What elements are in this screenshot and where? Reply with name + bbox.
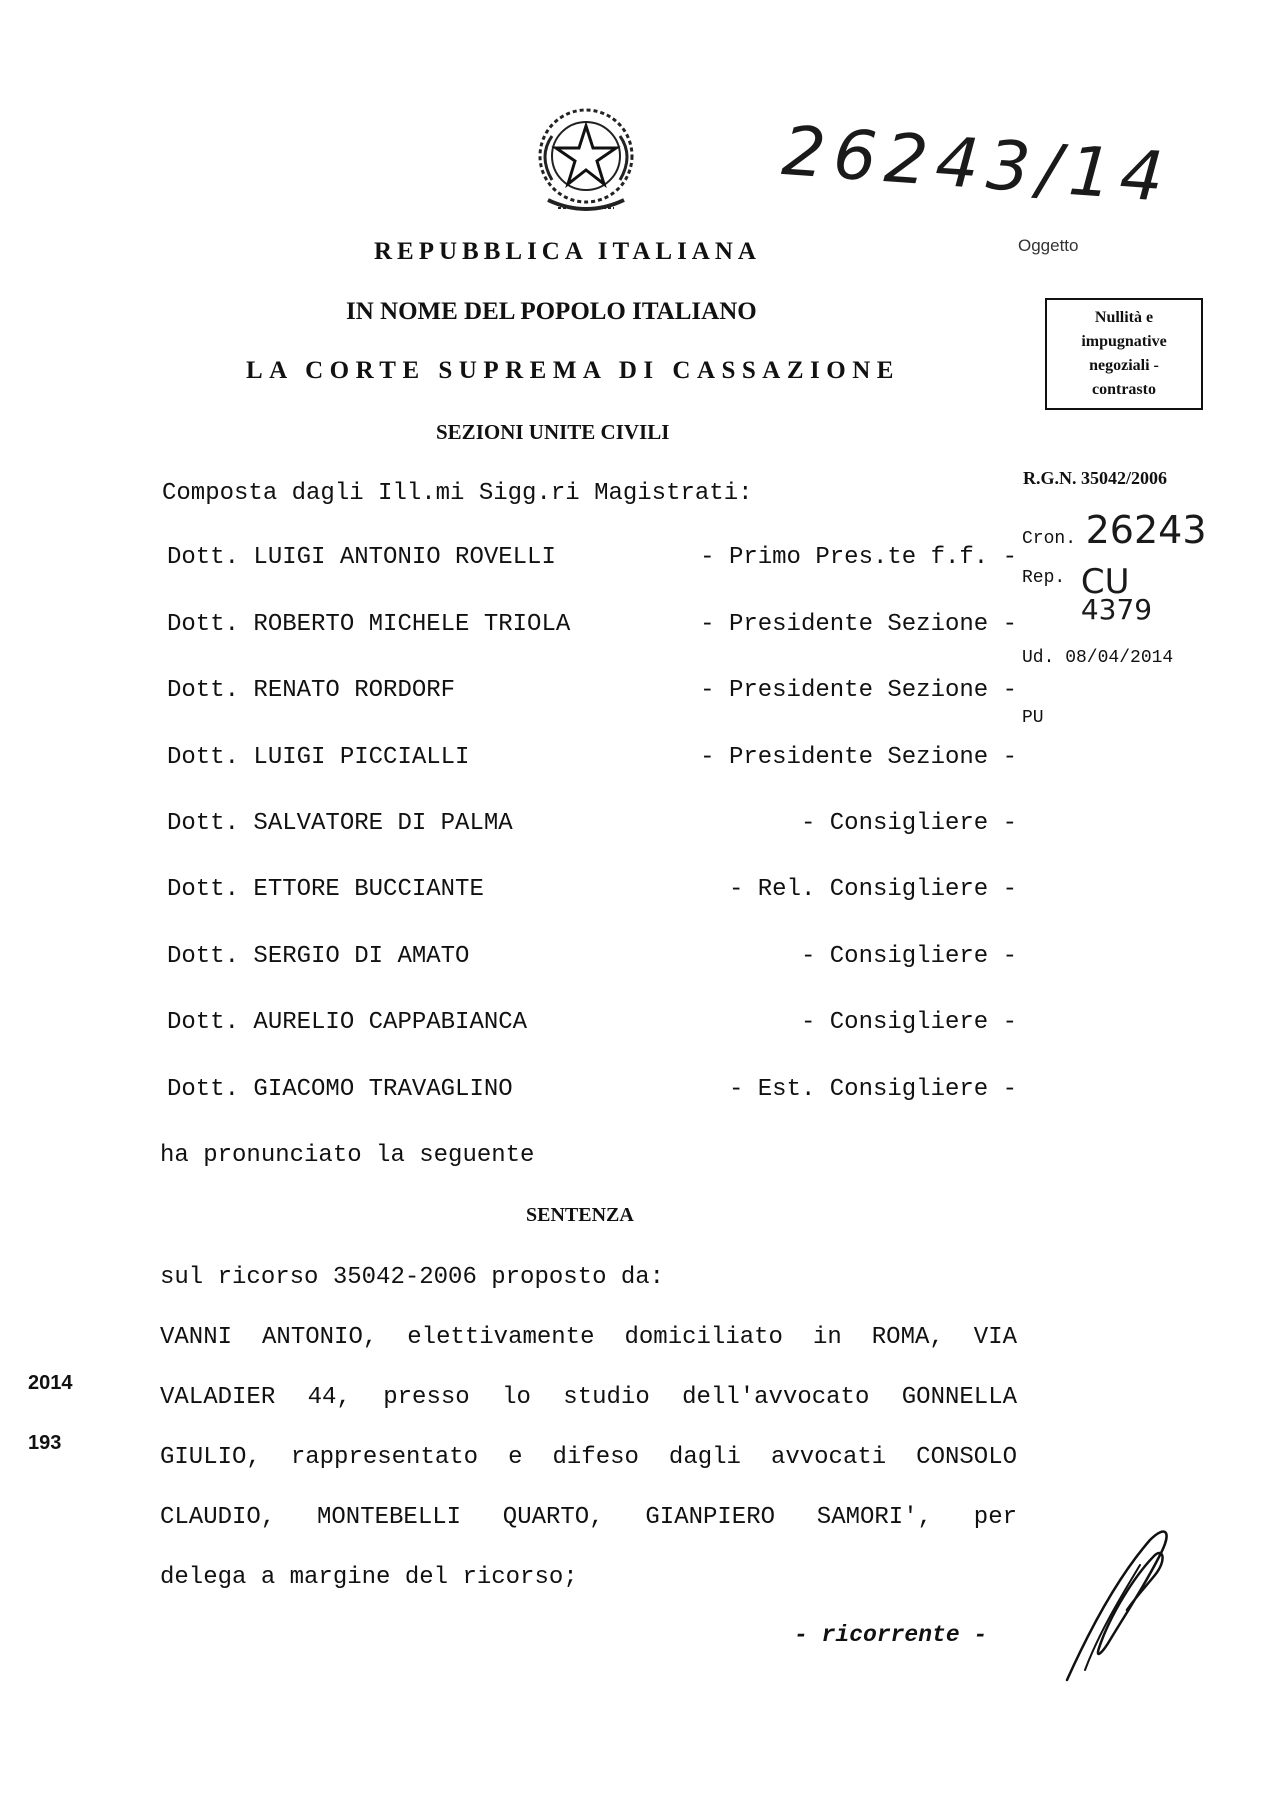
subject-line: negoziali - — [1089, 357, 1159, 374]
margin-number: 193 — [28, 1432, 62, 1454]
pronounced-line: ha pronunciato la seguente — [160, 1142, 535, 1169]
body-line: VANNI ANTONIO, elettivamente domiciliato in ROMA, VIA — [160, 1324, 1017, 1351]
magistrate-role: - Est. Consigliere - — [728, 1076, 1017, 1103]
ricorrente-label: - ricorrente - — [794, 1622, 988, 1648]
title-in-nome: IN NOME DEL POPOLO ITALIANO — [346, 298, 757, 325]
magistrate-row — [167, 810, 1017, 842]
magistrate-row — [167, 544, 1017, 576]
magistrate-role: - Rel. Consigliere - — [728, 876, 1017, 903]
rep-label: Rep. — [1022, 568, 1066, 588]
magistrate-role: - Primo Pres.te f.f. - — [700, 544, 1017, 571]
sentenza-heading: SENTENZA — [526, 1204, 634, 1226]
magistrate-role: - Presidente Sezione - — [700, 611, 1017, 638]
magistrate-name: Dott. RENATO RORDORF — [167, 677, 456, 704]
magistrate-role: - Consigliere - — [800, 810, 1017, 837]
emblem-icon — [528, 96, 644, 224]
cron-field — [1022, 508, 1207, 552]
title-republic: REPUBBLICA ITALIANA — [374, 238, 761, 265]
stamp-number: 26243/14 — [779, 112, 1174, 218]
magistrate-row — [167, 677, 1017, 709]
cron-label: Cron. — [1022, 529, 1077, 549]
body-line: GIULIO, rappresentato e difeso dagli avvocati CONSOLO — [160, 1444, 1017, 1471]
magistrate-name: Dott. GIACOMO TRAVAGLINO — [167, 1076, 513, 1103]
body-line: VALADIER 44, presso lo studio dell'avvocato GONNELLA — [160, 1384, 1017, 1411]
recourse-intro: sul ricorso 35042-2006 proposto da: — [160, 1264, 665, 1291]
hearing-date: Ud. 08/04/2014 — [1022, 648, 1174, 668]
magistrate-row — [167, 1076, 1017, 1108]
subject-line: Nullità e — [1094, 309, 1154, 326]
subject-line: contrasto — [1092, 381, 1156, 398]
rep-value-top: CU — [1080, 562, 1130, 602]
magistrate-name: Dott. AURELIO CAPPABIANCA — [167, 1009, 528, 1036]
magistrate-name: Dott. ROBERTO MICHELE TRIOLA — [167, 611, 571, 638]
magistrate-name: Dott. SERGIO DI AMATO — [167, 943, 470, 970]
composed-by: Composta dagli Ill.mi Sigg.ri Magistrati: — [162, 480, 753, 507]
magistrate-row — [167, 876, 1017, 908]
magistrate-role: - Consigliere - — [800, 1009, 1017, 1036]
magistrate-row — [167, 1009, 1017, 1041]
magistrate-row — [167, 744, 1017, 776]
title-section: SEZIONI UNITE CIVILI — [436, 420, 670, 444]
body-line: CLAUDIO, MONTEBELLI QUARTO, GIANPIERO SAMORI', per — [160, 1504, 1017, 1531]
magistrate-role: - Presidente Sezione - — [700, 744, 1017, 771]
magistrate-row — [167, 943, 1017, 975]
republic-emblem — [528, 96, 644, 224]
magistrate-name: Dott. SALVATORE DI PALMA — [167, 810, 513, 837]
rgn-number: R.G.N. 35042/2006 — [1023, 468, 1167, 488]
signature-icon — [1055, 1520, 1185, 1690]
rep-field — [1022, 562, 1153, 626]
body-line: delega a margine del ricorso; — [160, 1564, 578, 1591]
magistrate-role: - Presidente Sezione - — [700, 677, 1017, 704]
magistrate-row — [167, 611, 1017, 643]
oggetto-label: Oggetto — [1018, 236, 1079, 255]
magistrate-name: Dott. LUIGI ANTONIO ROVELLI — [167, 544, 556, 571]
subject-box — [1045, 298, 1203, 410]
subject-line: impugnative — [1081, 333, 1167, 350]
signature — [1055, 1520, 1185, 1690]
margin-year: 2014 — [28, 1372, 73, 1394]
cron-value: 26243 — [1085, 508, 1207, 552]
magistrate-name: Dott. ETTORE BUCCIANTE — [167, 876, 484, 903]
pu-label: PU — [1022, 708, 1044, 728]
title-court: LA CORTE SUPREMA DI CASSAZIONE — [246, 357, 900, 384]
magistrate-role: - Consigliere - — [800, 943, 1017, 970]
rep-value-bottom: 4379 — [1080, 593, 1153, 626]
magistrate-name: Dott. LUIGI PICCIALLI — [167, 744, 470, 771]
